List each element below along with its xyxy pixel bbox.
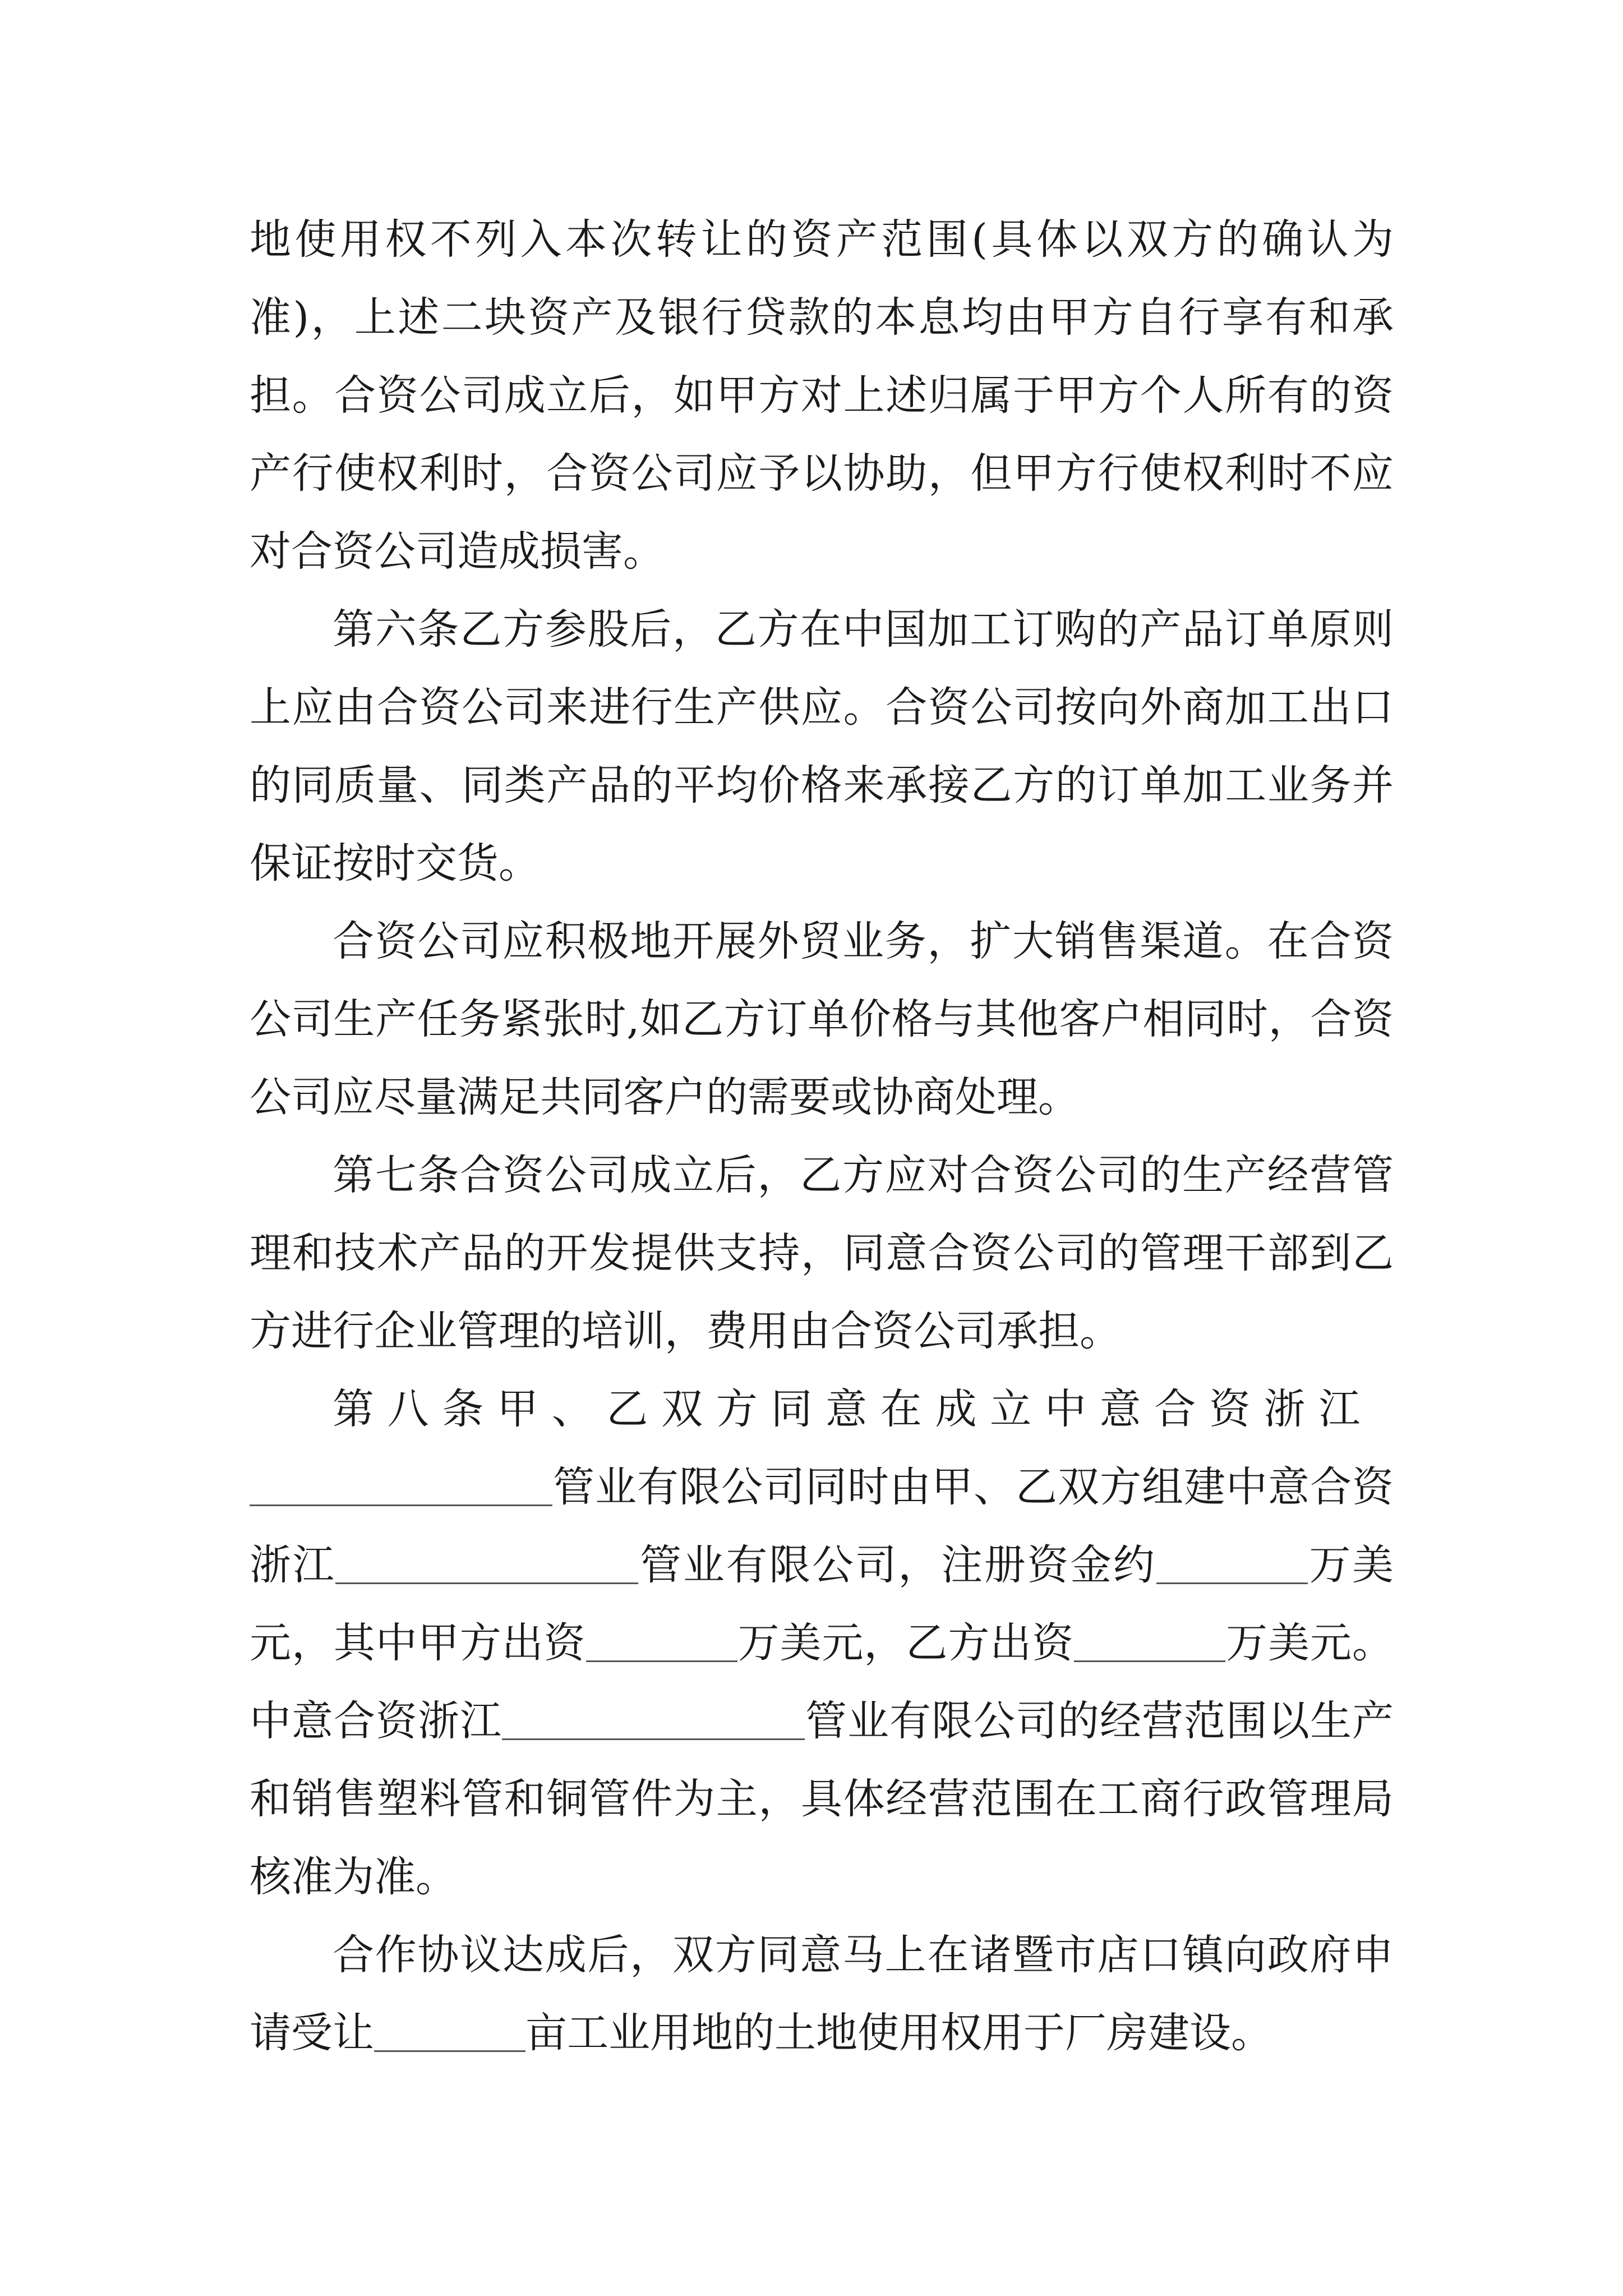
paragraph-asset-scope: 地使用权不列入本次转让的资产范围(具体以双方的确认为准)，上述二块资产及银行贷款的本息均由甲方自行享有和承担。合资公司成立后，如甲方对上述归属于甲方个人所有的资产行使权利时，合资公司应予以协助，但甲方行使权利时不应对合资公司造成损害。 — [250, 215, 1394, 576]
article-8-segment-3: 万美元，其中甲方出资 — [250, 1541, 1394, 1667]
blank-party-b-contribution — [1074, 1621, 1225, 1662]
paragraph-land-use — [250, 1916, 1394, 2072]
paragraph-foreign-trade: 合资公司应积极地开展外贸业务，扩大销售渠道。在合资公司生产任务紧张时,如乙方订单价格与其他客户相同时，合资公司应尽量满足共同客户的需要或协商处理。 — [250, 917, 1394, 1121]
blank-company-name-2 — [335, 1543, 638, 1584]
article-8-segment-4: 万美元，乙方出资 — [737, 1619, 1075, 1667]
paragraph-article-7: 第七条合资公司成立后，乙方应对合资公司的生产经营管理和技术产品的开发提供支持，同意合资公司的管理干部到乙方进行企业管理的培训，费用由合资公司承担。 — [250, 1151, 1394, 1355]
article-8-segment-2: 管业有限公司，注册资金约 — [638, 1541, 1156, 1589]
land-use-segment-1: 合作协议达成后，双方同意马上在诸暨市店口镇向政府申请受让 — [250, 1931, 1394, 2057]
blank-registered-capital — [1156, 1543, 1308, 1584]
blank-party-a-contribution — [586, 1621, 737, 1662]
article-8-segment-6: 管业有限公司的经营范围以生产和销售塑料管和铜管件为主，具体经营范围在工商行政管理局核准为准。 — [250, 1697, 1394, 1901]
paragraph-article-8-body — [250, 1448, 1394, 1916]
article-8-segment-5: 万美元。中意合资浙江 — [250, 1619, 1394, 1745]
paragraph-article-8-heading: 第八条甲、乙双方同意在成立中意合资浙江 — [333, 1385, 1373, 1433]
document-body — [250, 201, 1394, 2072]
article-8-segment-1: 管业有限公司同时由甲、乙双方组建中意合资浙江 — [250, 1463, 1394, 1589]
blank-company-name-3 — [502, 1699, 805, 1740]
land-use-segment-2: 亩工业用地的土地使用权用于厂房建设。 — [525, 2009, 1272, 2057]
paragraph-article-6: 第六条乙方参股后，乙方在中国加工订购的产品订单原则上应由合资公司来进行生产供应。合资公司按向外商加工出口的同质量、同类产品的平均价格来承接乙方的订单加工业务并保证按时交货。 — [250, 605, 1394, 887]
blank-land-area — [374, 2011, 525, 2052]
blank-company-name-1 — [250, 1465, 552, 1506]
